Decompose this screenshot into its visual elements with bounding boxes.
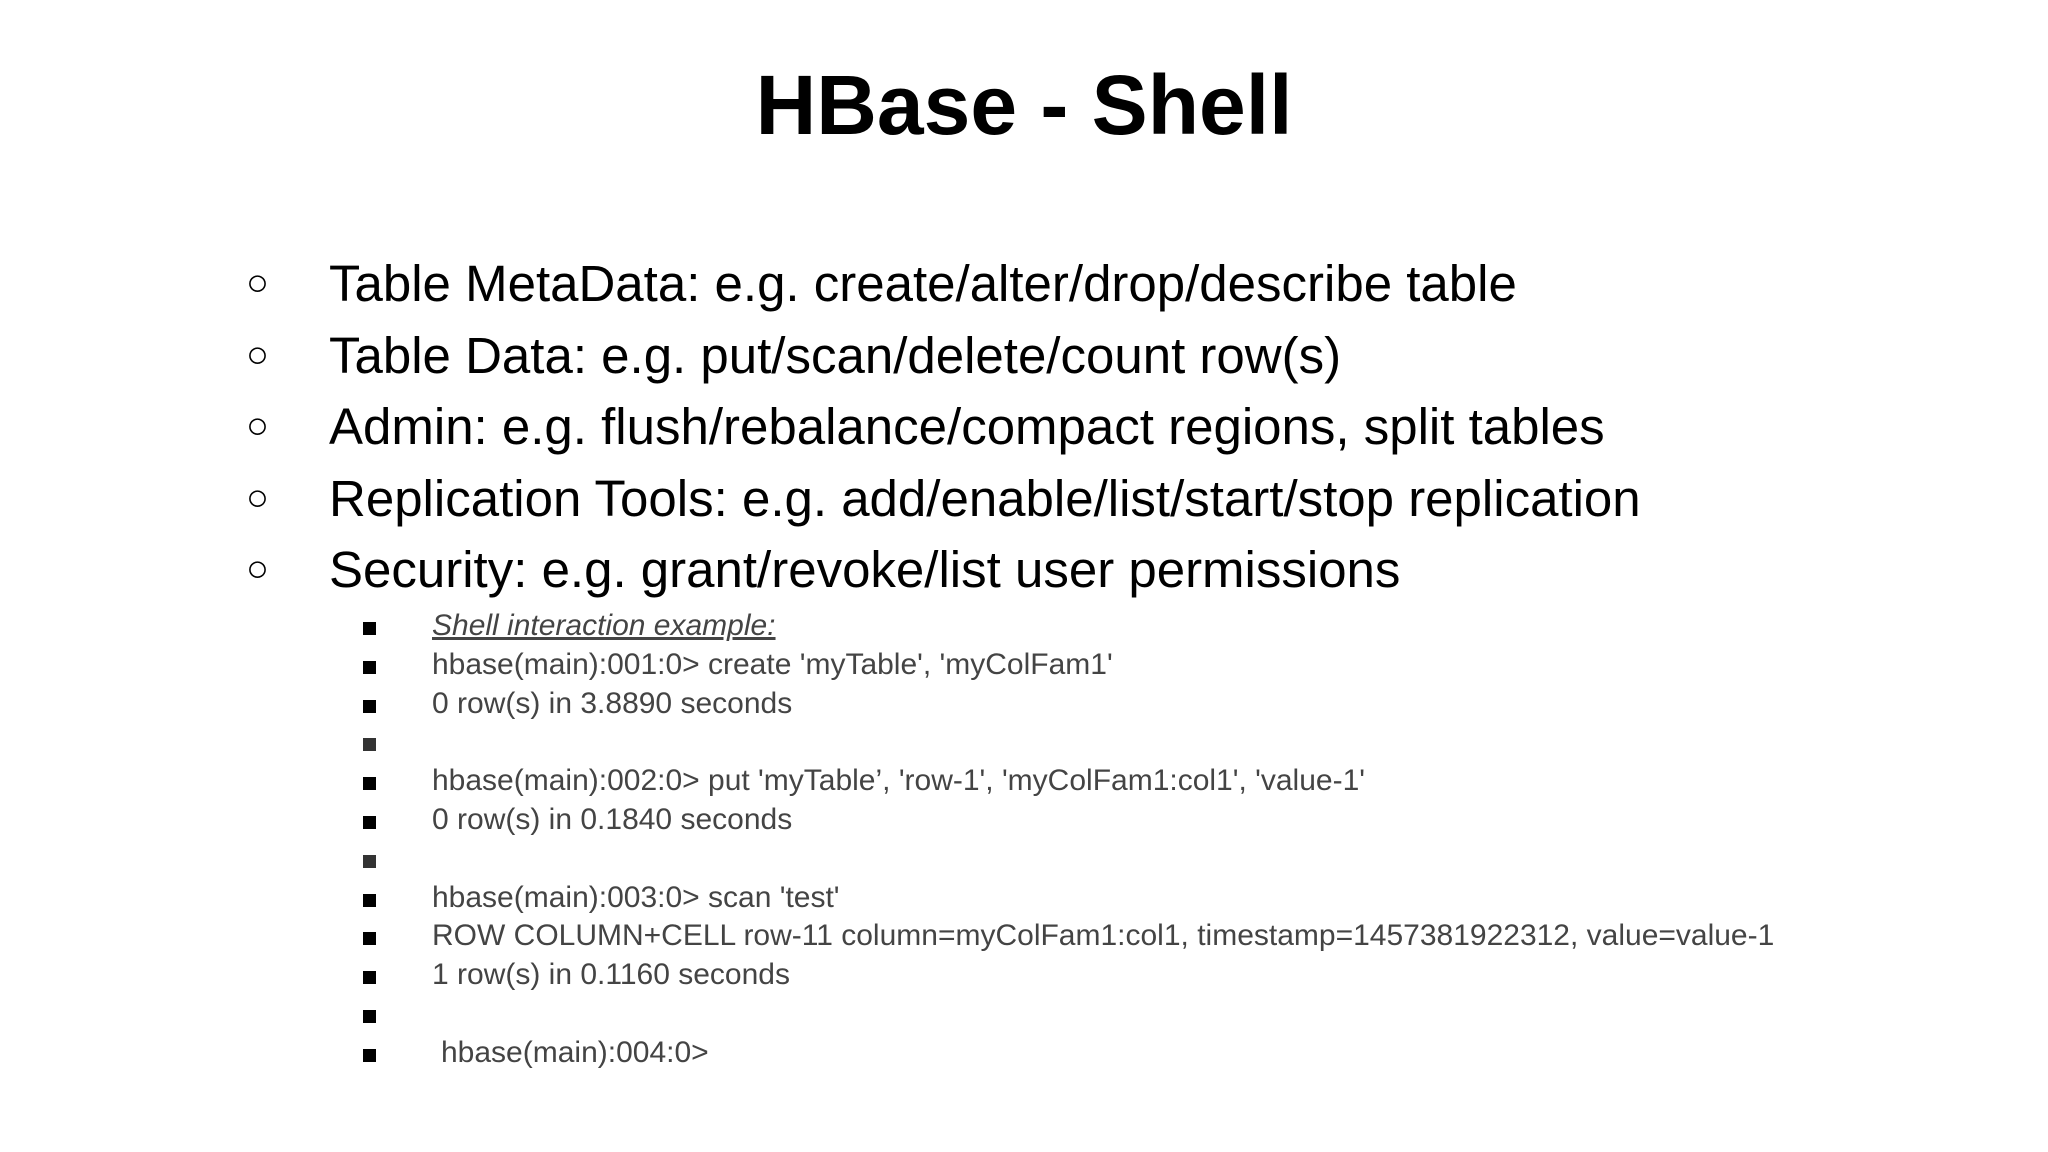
main-bullet-text: Security: e.g. grant/revoke/list user permissions (329, 541, 1401, 598)
shell-line (0, 762, 2048, 801)
square-bullet-icon (363, 971, 376, 984)
shell-example-list (0, 607, 2048, 1073)
slide-title: HBase - Shell (755, 58, 1293, 152)
shell-line-text: 1 row(s) in 0.1160 seconds (432, 958, 790, 992)
shell-line-empty (0, 995, 2048, 1034)
shell-line (0, 879, 2048, 918)
square-bullet-icon (363, 661, 376, 674)
shell-line (0, 801, 2048, 840)
main-bullet-item (0, 534, 2048, 606)
shell-line (0, 1034, 2048, 1073)
shell-line-text: 0 row(s) in 3.8890 seconds (432, 686, 793, 720)
main-bullet-item (0, 463, 2048, 535)
main-bullet-text: Table Data: e.g. put/scan/delete/count row(s) (329, 326, 1342, 384)
shell-line (0, 646, 2048, 685)
square-bullet-icon (363, 932, 376, 945)
square-bullet-icon (363, 622, 376, 635)
square-bullet-icon (363, 700, 376, 713)
main-bullet-item (0, 248, 2048, 320)
hollow-circle-bullet-icon: ○ (246, 405, 269, 447)
shell-line (0, 685, 2048, 724)
main-bullet-item (0, 320, 2048, 392)
shell-line-empty (0, 840, 2048, 879)
square-bullet-icon (363, 894, 376, 907)
shell-line (0, 956, 2048, 995)
shell-line (0, 917, 2048, 956)
main-bullet-text: Replication Tools: e.g. add/enable/list/start/stop replication (329, 469, 1641, 527)
square-bullet-icon (363, 855, 376, 868)
shell-example-heading (0, 607, 2048, 646)
hollow-circle-bullet-icon: ○ (246, 548, 269, 590)
main-bullet-text: Admin: e.g. flush/rebalance/compact regions, split tables (329, 398, 1605, 455)
square-bullet-icon (363, 1049, 376, 1062)
hollow-circle-bullet-icon: ○ (246, 262, 269, 304)
main-bullet-item (0, 391, 2048, 463)
main-bullet-list (0, 248, 2048, 606)
shell-line-text: hbase(main):003:0> scan 'test' (432, 880, 840, 914)
square-bullet-icon (363, 777, 376, 790)
hollow-circle-bullet-icon: ○ (246, 476, 269, 519)
shell-line-empty (0, 723, 2048, 762)
square-bullet-icon (363, 1010, 376, 1023)
shell-line-text: 0 row(s) in 0.1840 seconds (432, 802, 793, 836)
square-bullet-icon (363, 738, 376, 751)
shell-line-text: hbase(main):002:0> put 'myTable’, 'row-1', 'myColFam1:col1', 'value-1' (432, 764, 1365, 798)
square-bullet-icon (363, 816, 376, 829)
shell-line-text: Shell interaction example: (432, 609, 776, 642)
hollow-circle-bullet-icon: ○ (246, 333, 269, 376)
shell-line-text: hbase(main):004:0> (441, 1035, 709, 1069)
main-bullet-text: Table MetaData: e.g. create/alter/drop/describe table (329, 255, 1517, 312)
shell-line-text: hbase(main):001:0> create 'myTable', 'myColFam1' (432, 647, 1113, 681)
shell-line-text: ROW COLUMN+CELL row-11 column=myColFam1:col1, timestamp=1457381922312, value=value-1 (432, 919, 1775, 953)
